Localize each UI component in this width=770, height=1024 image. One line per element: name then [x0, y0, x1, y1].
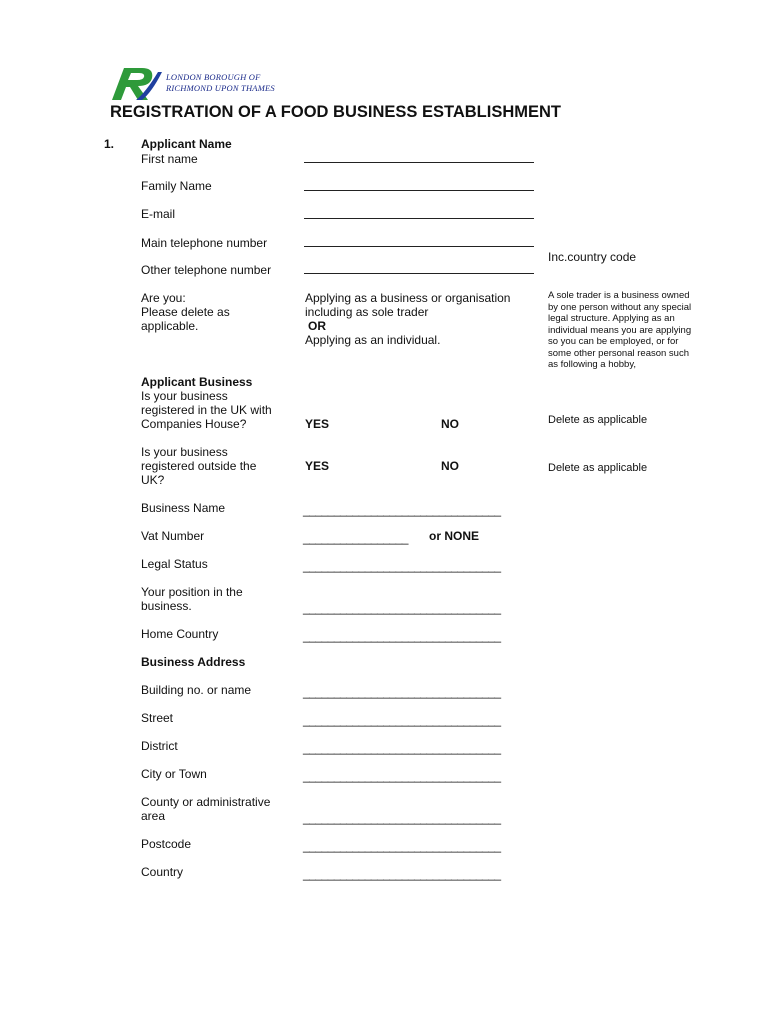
sole-trader-note-line: by one person without any special	[548, 301, 692, 313]
uk-registered-yes[interactable]: YES	[305, 417, 330, 431]
business-name-field[interactable]: ________________________________	[303, 503, 501, 517]
sole-trader-note-line: legal structure. Applying as an	[548, 313, 675, 324]
sole-trader-note-line: individual means you are applying	[548, 324, 692, 336]
first-name-field[interactable]	[304, 162, 534, 163]
position-field[interactable]: ________________________________	[303, 601, 501, 615]
are-you-label-1: Are you:	[141, 291, 186, 305]
are-you-label-2: Please delete as	[141, 305, 230, 319]
outside-uk-question-1: Is your business	[141, 445, 228, 459]
family-name-field[interactable]	[304, 190, 534, 191]
outside-uk-question-3: UK?	[141, 473, 165, 487]
council-logo-mark	[108, 66, 168, 102]
uk-registered-no[interactable]: NO	[441, 417, 459, 431]
position-label-1: Your position in the	[141, 585, 243, 599]
first-name-label: First name	[141, 152, 198, 166]
legal-status-field[interactable]: ________________________________	[303, 559, 501, 573]
option-business-line1[interactable]: Applying as a business or organisation	[305, 291, 511, 305]
uk-registered-question-2: registered in the UK with	[141, 403, 272, 417]
county-label-1: County or administrative	[141, 795, 271, 809]
business-name-label: Business Name	[141, 501, 226, 515]
section-number: 1.	[104, 137, 115, 151]
main-phone-label: Main telephone number	[141, 236, 268, 250]
building-field[interactable]: ________________________________	[303, 685, 501, 699]
vat-number-field[interactable]: _________________	[303, 531, 408, 545]
option-individual[interactable]: Applying as an individual.	[305, 333, 441, 347]
district-field[interactable]: ________________________________	[303, 741, 501, 755]
street-label: Street	[141, 711, 174, 725]
home-country-label: Home Country	[141, 627, 219, 641]
applicant-business-heading: Applicant Business	[141, 375, 253, 389]
county-field[interactable]: ________________________________	[303, 811, 501, 825]
building-label: Building no. or name	[141, 683, 252, 697]
home-country-field[interactable]: ________________________________	[303, 629, 501, 643]
vat-or-none: or NONE	[429, 529, 480, 543]
sole-trader-note	[548, 290, 691, 371]
city-label: City or Town	[141, 767, 207, 781]
uk-registered-delete-note: Delete as applicable	[548, 414, 648, 426]
county-label-2: area	[141, 809, 166, 823]
postcode-field[interactable]: ________________________________	[303, 839, 501, 853]
street-field[interactable]: ________________________________	[303, 713, 501, 727]
outside-uk-yes[interactable]: YES	[305, 459, 330, 473]
option-or: OR	[308, 319, 326, 333]
page-title: REGISTRATION OF A FOOD BUSINESS ESTABLISHMENT	[110, 103, 562, 121]
family-name-label: Family Name	[141, 179, 212, 193]
council-logo	[108, 66, 288, 102]
sole-trader-note-line: so you can be employed, or for	[548, 336, 679, 347]
postcode-label: Postcode	[141, 837, 192, 851]
email-field[interactable]	[304, 218, 534, 219]
business-address-heading: Business Address	[141, 655, 246, 669]
sole-trader-note-line: as following a hobby,	[548, 359, 637, 370]
sole-trader-note-line: A sole trader is a business owned	[548, 290, 690, 301]
main-phone-field[interactable]	[304, 246, 534, 247]
option-business-line2[interactable]: including as sole trader	[305, 305, 429, 319]
country-label: Country	[141, 865, 184, 879]
vat-number-label: Vat Number	[141, 529, 205, 543]
country-field[interactable]: ________________________________	[303, 867, 501, 881]
district-label: District	[141, 739, 178, 753]
city-field[interactable]: ________________________________	[303, 769, 501, 783]
other-phone-label: Other telephone number	[141, 263, 272, 277]
sole-trader-note-line: some other personal reason such	[548, 347, 689, 359]
uk-registered-question-1: Is your business	[141, 389, 228, 403]
logo-text-line1: LONDON BOROUGH OF	[166, 72, 261, 82]
position-label-2: business.	[141, 599, 192, 613]
outside-uk-delete-note: Delete as applicable	[548, 462, 648, 474]
legal-status-label: Legal Status	[141, 557, 208, 571]
logo-text-line2: RICHMOND UPON THAMES	[166, 83, 275, 93]
are-you-label-3: applicable.	[141, 319, 199, 333]
outside-uk-no[interactable]: NO	[441, 459, 459, 473]
other-phone-field[interactable]	[304, 273, 534, 274]
outside-uk-question-2: registered outside the	[141, 459, 257, 473]
applicant-name-heading: Applicant Name	[141, 137, 232, 151]
country-code-note: Inc.country code	[548, 250, 637, 264]
email-label: E-mail	[141, 207, 176, 221]
uk-registered-question-3: Companies House?	[141, 417, 247, 431]
